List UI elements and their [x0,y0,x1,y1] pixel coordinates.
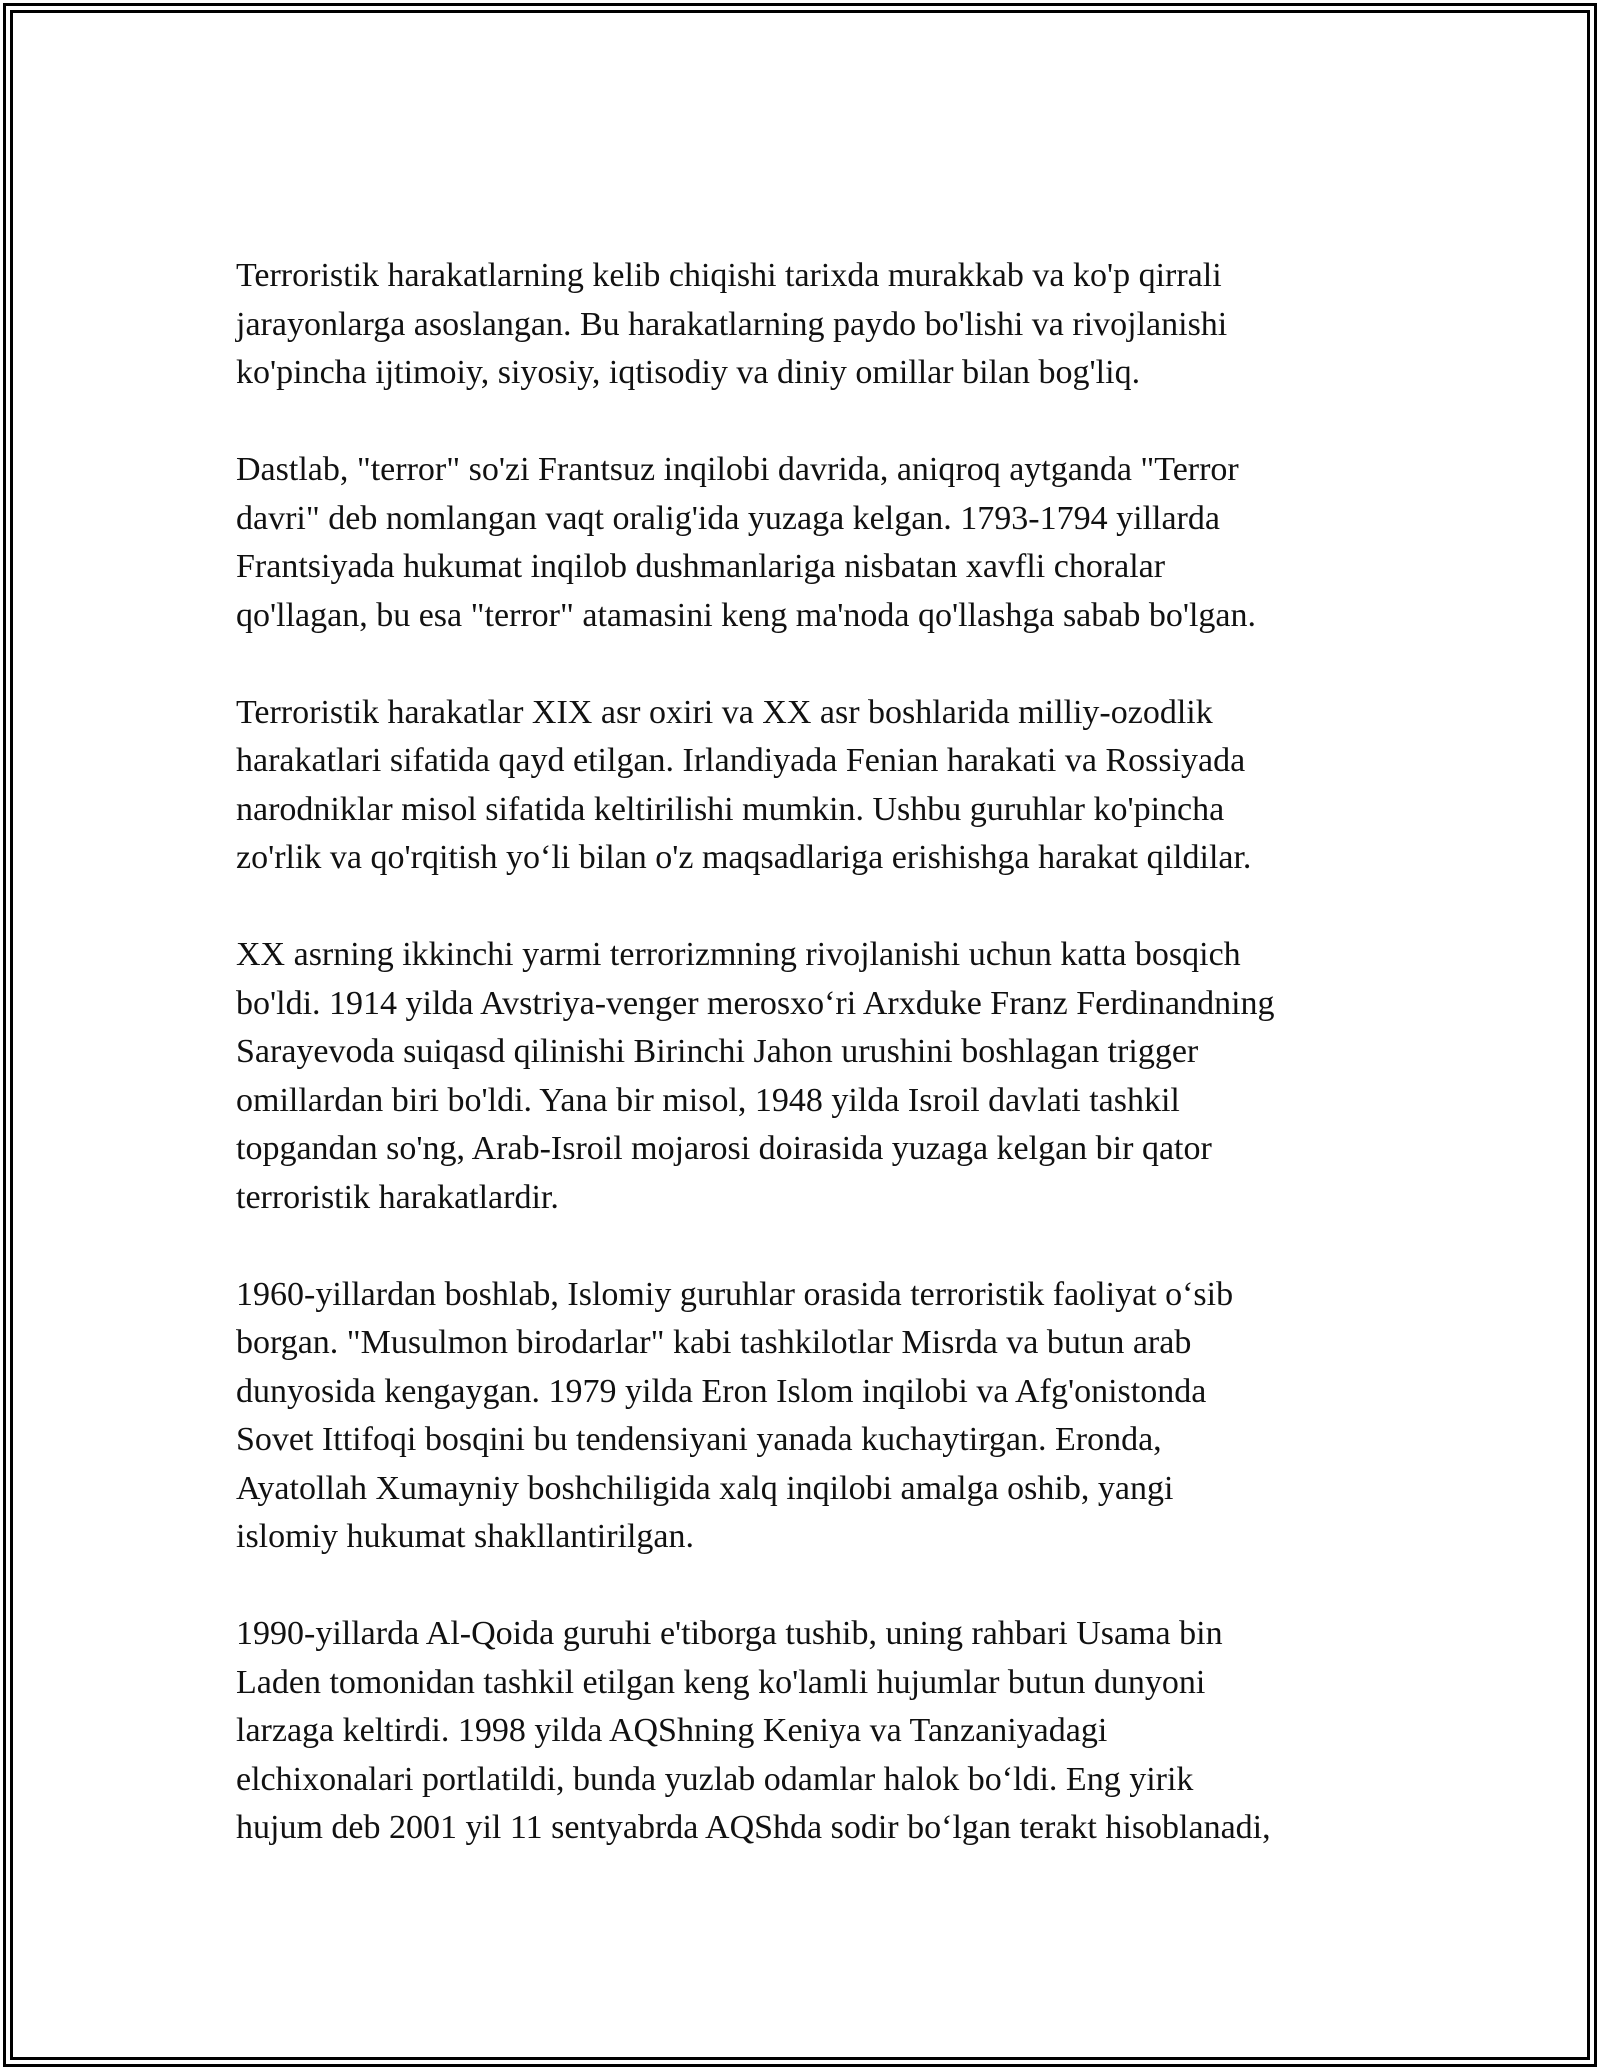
paragraph-5: 1960-yillardan boshlab, Islomiy guruhlar orasida terroristik faoliyat o‘sib borgan. "Musulmon birodarlar" kabi tashkilotlar Misrda va butun arab dunyosida kengaygan. 1979 yilda Eron Islom inqilobi va Afg'onistonda Sovet Ittifoqi bosqini bu tendensiyani yanada kuchaytirgan. Eronda, Ayatollah Xumayniy boshchiligida xalq inqilobi amalga oshib, yangi islomiy hukumat shakllantirilgan. [236,1275,1234,1555]
paragraph-6: 1990-yillarda Al-Qoida guruhi e'tiborga tushib, uning rahbari Usama bin Laden tomonidan tashkil etilgan keng ko'lamli hujumlar butun dunyoni larzaga keltirdi. 1998 yilda AQShning Keniya va Tanzaniyadagi elchixonalari portlatildi, bunda yuzlab odamlar halok bo‘ldi. Eng yirik hujum deb 2001 yil 11 sentyabrda AQShda sodir bo‘lgan terakt hisoblanadi, [236,1615,1271,1846]
paragraph-2: Dastlab, "terror" so'zi Frantsuz inqilobi davrida, aniqroq aytganda "Terror davri" deb nomlangan vaqt oralig'ida yuzaga kelgan. 1793-1794 yillarda Frantsiyada hukumat inqilob dushmanlariga nisbatan xavfli choralar qo'llagan, bu esa "terror" atamasini keng ma'noda qo'llashga sabab bo'lgan. [236,451,1257,634]
paragraph-3: Terroristik harakatlar XIX asr oxiri va XX asr boshlarida milliy-ozodlik harakatlari sifatida qayd etilgan. Irlandiyada Fenian harakati va Rossiyada narodniklar misol sifatida keltirilishi mumkin. Ushbu guruhlar ko'pincha zo'rlik va qo'rqitish yo‘li bilan o'z maqsadlariga erishishga harakat qildilar. [236,693,1252,876]
paragraph-4: XX asrning ikkinchi yarmi terrorizmning rivojlanishi uchun katta bosqich bo'ldi. 1914 yilda Avstriya-venger merosxo‘ri Arxduke Franz Ferdinandning Sarayevoda suiqasd qilinishi Birinchi Jahon urushini boshlagan trigger omillardan biri bo'ldi. Yana bir misol, 1948 yilda Isroil davlati tashkil topgandan so'ng, Arab-Isroil mojarosi doirasida yuzaga kelgan bir qator terroristik harakatlardir. [236,936,1275,1216]
document-body [236,252,1371,1901]
paragraph-1: Terroristik harakatlarning kelib chiqishi tarixda murakkab va ko'p qirrali jarayonlarga asoslangan. Bu harakatlarning paydo bo'lishi va rivojlanishi ko'pincha ijtimoiy, siyosiy, iqtisodiy va diniy omillar bilan bog'liq. [236,257,1228,391]
